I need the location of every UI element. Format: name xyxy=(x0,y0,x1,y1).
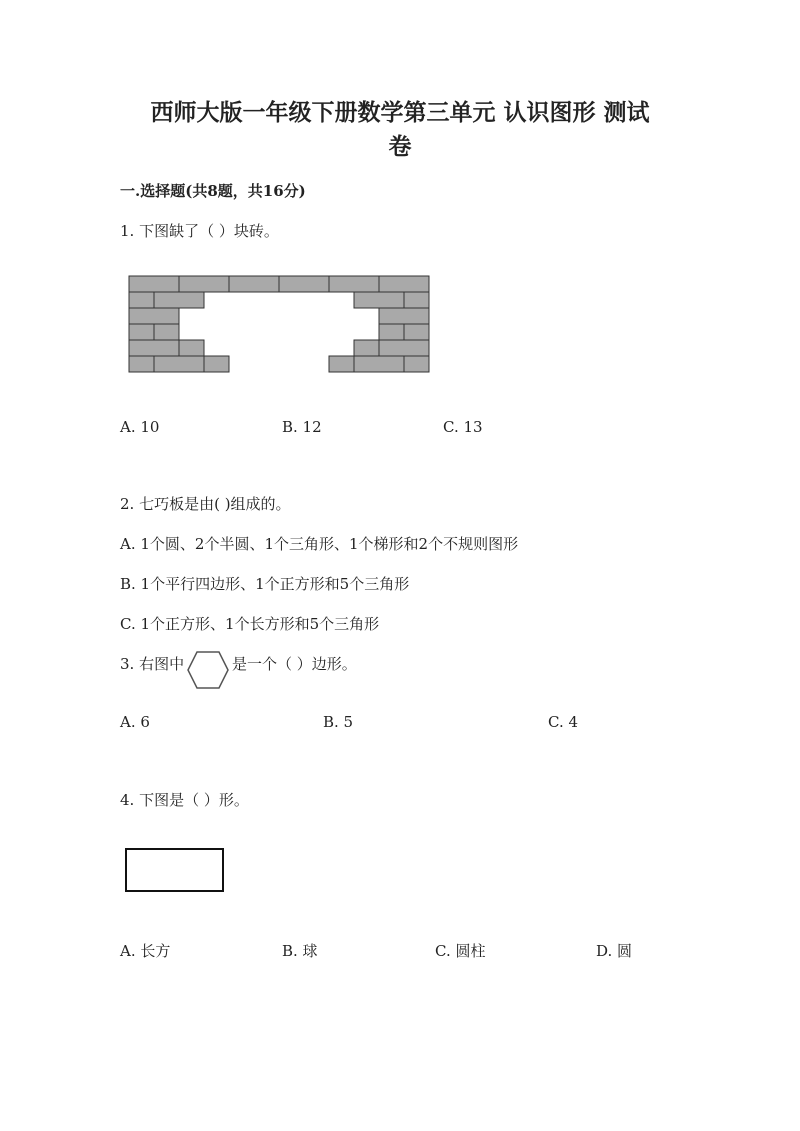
question-4-option-d[interactable]: D. 圆 xyxy=(596,942,633,960)
question-3-option-a[interactable]: A. 6 xyxy=(120,713,150,731)
brick xyxy=(279,276,329,292)
rectangle-figure xyxy=(125,848,224,892)
brick xyxy=(179,340,204,356)
question-2-text: 2. 七巧板是由( )组成的。 xyxy=(120,495,291,513)
brick xyxy=(329,356,354,372)
question-4-option-a[interactable]: A. 长方 xyxy=(120,942,171,960)
brick xyxy=(404,292,429,308)
question-1-text: 1. 下图缺了（ ）块砖。 xyxy=(120,222,279,240)
brick xyxy=(129,324,154,340)
brick xyxy=(154,324,179,340)
brick xyxy=(129,356,154,372)
question-1-option-c[interactable]: C. 13 xyxy=(443,418,483,436)
question-3-option-c[interactable]: C. 4 xyxy=(548,713,579,731)
question-3-text-after: 是一个（ ）边形。 xyxy=(232,655,357,673)
brick xyxy=(379,324,404,340)
brick xyxy=(379,340,429,356)
hexagon-figure xyxy=(186,650,230,690)
question-4-option-c[interactable]: C. 圆柱 xyxy=(435,942,486,960)
question-1-option-b[interactable]: B. 12 xyxy=(282,418,322,436)
brick xyxy=(379,276,429,292)
question-1-option-a[interactable]: A. 10 xyxy=(120,418,160,436)
question-2-option-c[interactable]: C. 1个正方形、1个长方形和5个三角形 xyxy=(120,615,380,633)
brick xyxy=(329,276,379,292)
section-heading: 一.选择题(共8题，共16分) xyxy=(120,182,306,200)
brick xyxy=(354,356,404,372)
brick xyxy=(154,356,204,372)
brick xyxy=(129,340,179,356)
brick xyxy=(179,276,229,292)
brick xyxy=(204,356,229,372)
brick xyxy=(354,340,379,356)
title-line-1: 西师大版一年级下册数学第三单元 认识图形 测试 xyxy=(150,99,650,126)
question-4-option-b[interactable]: B. 球 xyxy=(282,942,318,960)
brick xyxy=(129,308,179,324)
brick xyxy=(154,292,204,308)
brick-wall-figure xyxy=(128,275,430,375)
brick xyxy=(404,324,429,340)
title-line-2: 卷 xyxy=(388,133,412,160)
question-4-text: 4. 下图是（ ）形。 xyxy=(120,791,249,809)
brick xyxy=(129,292,154,308)
brick xyxy=(229,276,279,292)
brick xyxy=(404,356,429,372)
brick xyxy=(354,292,404,308)
question-2-option-a[interactable]: A. 1个圆、2个半圆、1个三角形、1个梯形和2个不规则图形 xyxy=(120,535,519,553)
page-title xyxy=(110,96,690,164)
question-2-option-b[interactable]: B. 1个平行四边形、1个正方形和5个三角形 xyxy=(120,575,410,593)
question-3-text-before: 3. 右图中 xyxy=(120,655,185,673)
brick xyxy=(129,276,179,292)
question-3-option-b[interactable]: B. 5 xyxy=(323,713,354,731)
brick xyxy=(379,308,429,324)
